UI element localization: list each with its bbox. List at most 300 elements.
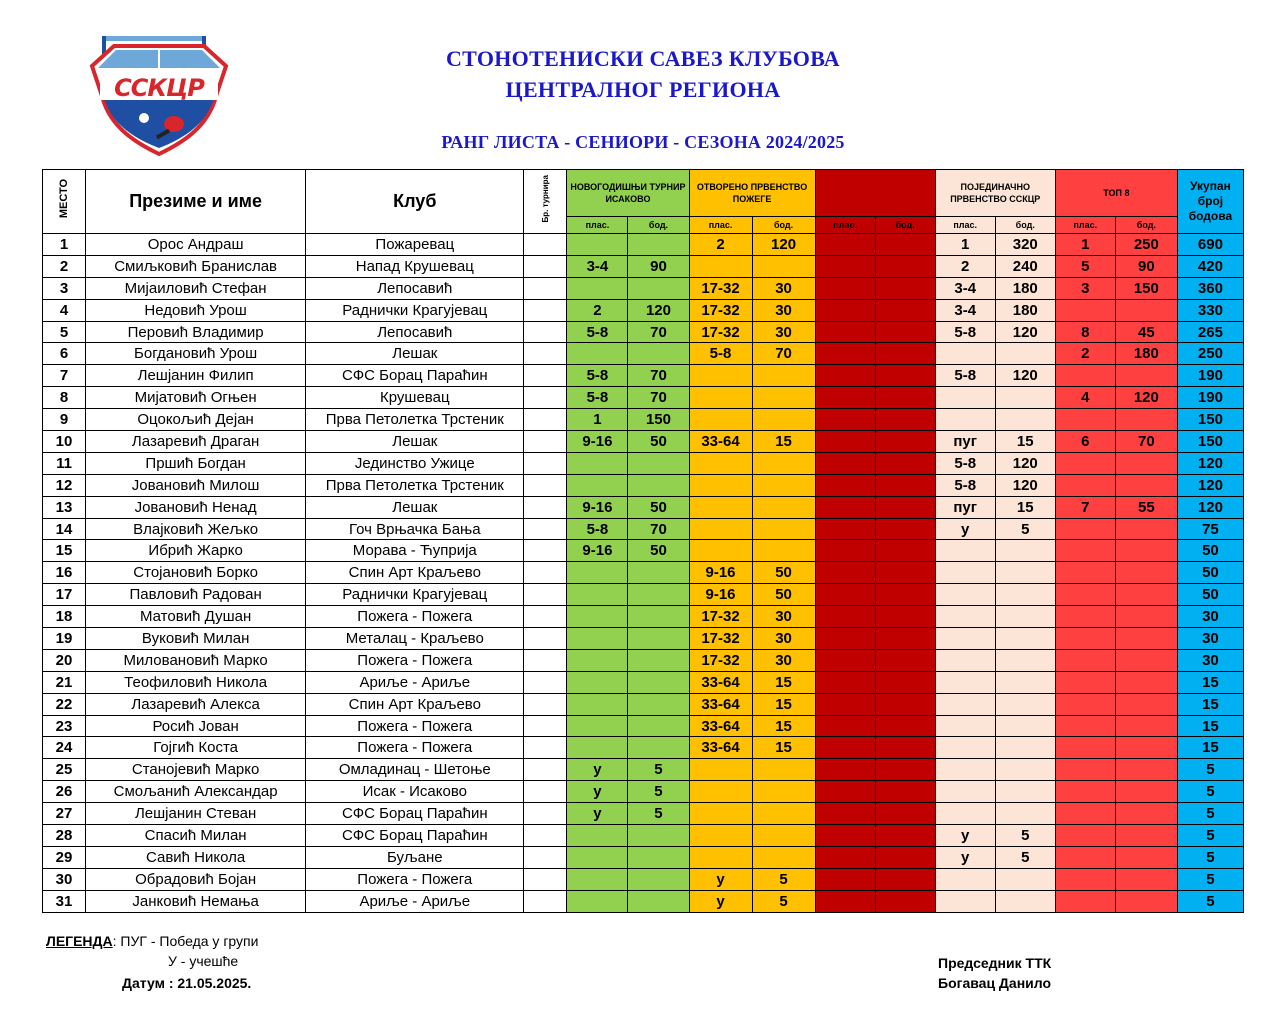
points-subheader: бод. bbox=[1115, 217, 1177, 234]
pozega-place: 33-64 bbox=[689, 693, 752, 715]
isakovo-place bbox=[567, 868, 628, 890]
ssksr-place bbox=[935, 715, 995, 737]
top8-points bbox=[1115, 890, 1177, 912]
empty-points bbox=[875, 737, 935, 759]
ssksr-points bbox=[995, 540, 1055, 562]
top8-place: 1 bbox=[1055, 234, 1115, 256]
club-name: Лешак bbox=[306, 496, 524, 518]
pozega-points bbox=[752, 365, 815, 387]
tournament-count bbox=[524, 846, 567, 868]
top8-place bbox=[1055, 693, 1115, 715]
isakovo-points bbox=[628, 343, 689, 365]
ssksr-place: пуг bbox=[935, 431, 995, 453]
isakovo-place: у bbox=[567, 803, 628, 825]
isakovo-points bbox=[628, 606, 689, 628]
pozega-points: 30 bbox=[752, 628, 815, 650]
rank-cell: 2 bbox=[43, 255, 86, 277]
empty-place bbox=[815, 343, 875, 365]
table-row bbox=[43, 321, 1244, 343]
association-title: СТОНОТЕНИСКИ САВЕЗ КЛУБОВА bbox=[445, 46, 840, 71]
empty-place bbox=[815, 277, 875, 299]
pozega-points: 15 bbox=[752, 715, 815, 737]
isakovo-place: 9-16 bbox=[567, 431, 628, 453]
total-points: 150 bbox=[1177, 409, 1243, 431]
rank-cell: 12 bbox=[43, 474, 86, 496]
empty-points bbox=[875, 540, 935, 562]
table-row bbox=[43, 890, 1244, 912]
ssksr-place bbox=[935, 628, 995, 650]
tournament-count bbox=[524, 606, 567, 628]
top8-place bbox=[1055, 365, 1115, 387]
ssksr-points: 5 bbox=[995, 846, 1055, 868]
top8-points bbox=[1115, 693, 1177, 715]
points-subheader: бод. bbox=[628, 217, 689, 234]
ssksr-points bbox=[995, 606, 1055, 628]
empty-place bbox=[815, 474, 875, 496]
name-header: Презиме и име bbox=[86, 170, 306, 234]
top8-points bbox=[1115, 671, 1177, 693]
pozega-place: 2 bbox=[689, 234, 752, 256]
rank-cell: 11 bbox=[43, 452, 86, 474]
player-name: Влајковић Жељко bbox=[86, 518, 306, 540]
player-name: Лазаревић Алекса bbox=[86, 693, 306, 715]
club-name: Прва Петолетка Трстеник bbox=[306, 474, 524, 496]
rank-cell: 10 bbox=[43, 431, 86, 453]
total-points: 190 bbox=[1177, 387, 1243, 409]
ssksr-place: 5-8 bbox=[935, 474, 995, 496]
tournament-count bbox=[524, 759, 567, 781]
empty-place bbox=[815, 628, 875, 650]
player-name: Смиљковић Бранислав bbox=[86, 255, 306, 277]
tournament-top8-header: ТОП 8 bbox=[1055, 170, 1177, 217]
tournament-count bbox=[524, 277, 567, 299]
total-points: 5 bbox=[1177, 868, 1243, 890]
rank-header: МЕСТО bbox=[43, 170, 86, 234]
isakovo-place bbox=[567, 474, 628, 496]
empty-place bbox=[815, 825, 875, 847]
isakovo-points: 90 bbox=[628, 255, 689, 277]
player-name: Росић Јован bbox=[86, 715, 306, 737]
top8-place: 8 bbox=[1055, 321, 1115, 343]
isakovo-points: 5 bbox=[628, 803, 689, 825]
empty-place bbox=[815, 234, 875, 256]
ssksr-points: 180 bbox=[995, 299, 1055, 321]
isakovo-points bbox=[628, 628, 689, 650]
player-name: Теофиловић Никола bbox=[86, 671, 306, 693]
ssksr-points bbox=[995, 781, 1055, 803]
ssksr-points bbox=[995, 387, 1055, 409]
player-name: Лешјанин Филип bbox=[86, 365, 306, 387]
empty-place bbox=[815, 409, 875, 431]
ssksr-place bbox=[935, 890, 995, 912]
rank-cell: 28 bbox=[43, 825, 86, 847]
pozega-points: 30 bbox=[752, 321, 815, 343]
empty-points bbox=[875, 518, 935, 540]
club-name: Лешак bbox=[306, 431, 524, 453]
top8-points bbox=[1115, 365, 1177, 387]
club-name: Пожега - Пожега bbox=[306, 606, 524, 628]
rank-cell: 8 bbox=[43, 387, 86, 409]
empty-points bbox=[875, 365, 935, 387]
empty-points bbox=[875, 868, 935, 890]
isakovo-place bbox=[567, 584, 628, 606]
empty-points bbox=[875, 825, 935, 847]
pozega-points: 120 bbox=[752, 234, 815, 256]
pozega-points: 30 bbox=[752, 299, 815, 321]
isakovo-place bbox=[567, 671, 628, 693]
top8-place bbox=[1055, 868, 1115, 890]
empty-place bbox=[815, 693, 875, 715]
total-points: 265 bbox=[1177, 321, 1243, 343]
top8-points bbox=[1115, 299, 1177, 321]
pozega-points bbox=[752, 846, 815, 868]
rank-cell: 1 bbox=[43, 234, 86, 256]
pozega-place bbox=[689, 825, 752, 847]
total-points: 360 bbox=[1177, 277, 1243, 299]
club-name: Ариље - Ариље bbox=[306, 671, 524, 693]
pozega-place bbox=[689, 518, 752, 540]
total-points: 120 bbox=[1177, 474, 1243, 496]
pozega-place: 17-32 bbox=[689, 277, 752, 299]
pozega-place bbox=[689, 255, 752, 277]
rank-cell: 3 bbox=[43, 277, 86, 299]
empty-points bbox=[875, 321, 935, 343]
empty-points bbox=[875, 715, 935, 737]
isakovo-points: 150 bbox=[628, 409, 689, 431]
isakovo-place: 1 bbox=[567, 409, 628, 431]
isakovo-place bbox=[567, 343, 628, 365]
tournament-count bbox=[524, 671, 567, 693]
club-name: Прва Петолетка Трстеник bbox=[306, 409, 524, 431]
ssksr-place: 3-4 bbox=[935, 299, 995, 321]
ssksr-place: 5-8 bbox=[935, 321, 995, 343]
total-points: 5 bbox=[1177, 890, 1243, 912]
isakovo-points bbox=[628, 649, 689, 671]
player-name: Савић Никола bbox=[86, 846, 306, 868]
isakovo-points: 5 bbox=[628, 781, 689, 803]
isakovo-place: 2 bbox=[567, 299, 628, 321]
table-row bbox=[43, 628, 1244, 650]
ssksr-place: пуг bbox=[935, 496, 995, 518]
top8-points bbox=[1115, 584, 1177, 606]
pozega-points bbox=[752, 387, 815, 409]
top8-place: 6 bbox=[1055, 431, 1115, 453]
top8-points: 55 bbox=[1115, 496, 1177, 518]
pozega-points: 5 bbox=[752, 890, 815, 912]
isakovo-points bbox=[628, 890, 689, 912]
tournament-pozega-header: ОТВОРЕНО ПРВЕНСТВО ПОЖЕГЕ bbox=[689, 170, 815, 217]
pozega-place: 17-32 bbox=[689, 299, 752, 321]
ssksr-points bbox=[995, 671, 1055, 693]
player-name: Јовановић Ненад bbox=[86, 496, 306, 518]
rank-cell: 21 bbox=[43, 671, 86, 693]
pozega-points: 70 bbox=[752, 343, 815, 365]
ssksr-place: у bbox=[935, 518, 995, 540]
tournament-count bbox=[524, 693, 567, 715]
pozega-points bbox=[752, 759, 815, 781]
place-subheader: плас. bbox=[815, 217, 875, 234]
table-row bbox=[43, 365, 1244, 387]
ssksr-points: 120 bbox=[995, 365, 1055, 387]
top8-points bbox=[1115, 606, 1177, 628]
club-name: Лепосавић bbox=[306, 321, 524, 343]
tournaments-header: Бр. турнира bbox=[524, 170, 567, 234]
ssksr-points: 320 bbox=[995, 234, 1055, 256]
top8-place: 7 bbox=[1055, 496, 1115, 518]
isakovo-place bbox=[567, 277, 628, 299]
isakovo-place bbox=[567, 452, 628, 474]
total-points: 15 bbox=[1177, 693, 1243, 715]
empty-points bbox=[875, 409, 935, 431]
top8-points bbox=[1115, 868, 1177, 890]
top8-points: 70 bbox=[1115, 431, 1177, 453]
top8-place: 4 bbox=[1055, 387, 1115, 409]
empty-place bbox=[815, 584, 875, 606]
isakovo-points bbox=[628, 452, 689, 474]
rank-cell: 4 bbox=[43, 299, 86, 321]
isakovo-points: 50 bbox=[628, 540, 689, 562]
ssksr-points bbox=[995, 693, 1055, 715]
player-name: Мијаиловић Стефан bbox=[86, 277, 306, 299]
top8-place bbox=[1055, 584, 1115, 606]
club-name: СФС Борац Параћин bbox=[306, 825, 524, 847]
ssksr-points: 15 bbox=[995, 431, 1055, 453]
table-row bbox=[43, 474, 1244, 496]
total-points: 15 bbox=[1177, 671, 1243, 693]
club-name: Буљане bbox=[306, 846, 524, 868]
isakovo-points bbox=[628, 868, 689, 890]
place-subheader: плас. bbox=[935, 217, 995, 234]
points-subheader: бод. bbox=[875, 217, 935, 234]
pozega-place: 33-64 bbox=[689, 431, 752, 453]
top8-place bbox=[1055, 540, 1115, 562]
table-row bbox=[43, 409, 1244, 431]
player-name: Пршић Богдан bbox=[86, 452, 306, 474]
pozega-place bbox=[689, 759, 752, 781]
pozega-points: 15 bbox=[752, 693, 815, 715]
empty-place bbox=[815, 321, 875, 343]
table-row bbox=[43, 737, 1244, 759]
ssksr-place: 2 bbox=[935, 255, 995, 277]
player-name: Спасић Милан bbox=[86, 825, 306, 847]
place-subheader: плас. bbox=[689, 217, 752, 234]
isakovo-place bbox=[567, 825, 628, 847]
isakovo-points bbox=[628, 715, 689, 737]
top8-place bbox=[1055, 781, 1115, 803]
isakovo-points bbox=[628, 474, 689, 496]
isakovo-place bbox=[567, 846, 628, 868]
ssksr-place bbox=[935, 606, 995, 628]
top8-place bbox=[1055, 825, 1115, 847]
club-name: Јединство Ужице bbox=[306, 452, 524, 474]
pozega-place bbox=[689, 474, 752, 496]
top8-points bbox=[1115, 759, 1177, 781]
table-row bbox=[43, 343, 1244, 365]
rank-cell: 6 bbox=[43, 343, 86, 365]
table-row bbox=[43, 759, 1244, 781]
ssksr-place bbox=[935, 759, 995, 781]
ssksr-place bbox=[935, 409, 995, 431]
player-name: Јовановић Милош bbox=[86, 474, 306, 496]
table-row bbox=[43, 693, 1244, 715]
ranking-title: РАНГ ЛИСТА - СЕНИОРИ - СЕЗОНА 2024/2025 bbox=[441, 132, 845, 152]
tournament-count bbox=[524, 781, 567, 803]
table-row bbox=[43, 825, 1244, 847]
pozega-points bbox=[752, 540, 815, 562]
player-name: Обрадовић Бојан bbox=[86, 868, 306, 890]
legend-participation: У - учешће bbox=[168, 953, 239, 969]
empty-place bbox=[815, 365, 875, 387]
ssksr-points: 5 bbox=[995, 825, 1055, 847]
empty-points bbox=[875, 781, 935, 803]
isakovo-points bbox=[628, 825, 689, 847]
rank-cell: 18 bbox=[43, 606, 86, 628]
ssksr-points bbox=[995, 649, 1055, 671]
isakovo-place bbox=[567, 606, 628, 628]
pozega-place: у bbox=[689, 868, 752, 890]
empty-place bbox=[815, 562, 875, 584]
top8-points bbox=[1115, 649, 1177, 671]
player-name: Лешјанин Стеван bbox=[86, 803, 306, 825]
total-points: 50 bbox=[1177, 540, 1243, 562]
pozega-points bbox=[752, 825, 815, 847]
isakovo-points: 70 bbox=[628, 321, 689, 343]
pozega-place: 17-32 bbox=[689, 649, 752, 671]
ssksr-points: 120 bbox=[995, 452, 1055, 474]
top8-place bbox=[1055, 299, 1115, 321]
club-name: Пожега - Пожега bbox=[306, 715, 524, 737]
top8-points: 150 bbox=[1115, 277, 1177, 299]
ssksr-place: 5-8 bbox=[935, 365, 995, 387]
player-name: Смољанић Александар bbox=[86, 781, 306, 803]
pozega-points: 50 bbox=[752, 584, 815, 606]
top8-place bbox=[1055, 759, 1115, 781]
empty-place bbox=[815, 496, 875, 518]
ssksr-place bbox=[935, 693, 995, 715]
player-name: Вуковић Милан bbox=[86, 628, 306, 650]
rank-cell: 29 bbox=[43, 846, 86, 868]
player-name: Орос Андраш bbox=[86, 234, 306, 256]
signature-title: Председник ТТК bbox=[938, 955, 1052, 971]
top8-points bbox=[1115, 474, 1177, 496]
logo-text: ССКЦР bbox=[114, 74, 204, 102]
total-points: 120 bbox=[1177, 496, 1243, 518]
club-name: Морава - Ћуприја bbox=[306, 540, 524, 562]
club-name: Лепосавић bbox=[306, 277, 524, 299]
rank-cell: 14 bbox=[43, 518, 86, 540]
top8-place bbox=[1055, 474, 1115, 496]
ssksr-points: 15 bbox=[995, 496, 1055, 518]
tournament-count bbox=[524, 431, 567, 453]
table-row bbox=[43, 649, 1244, 671]
top8-points: 180 bbox=[1115, 343, 1177, 365]
empty-points bbox=[875, 693, 935, 715]
isakovo-points bbox=[628, 737, 689, 759]
pozega-place: 17-32 bbox=[689, 321, 752, 343]
pozega-points bbox=[752, 255, 815, 277]
top8-points: 120 bbox=[1115, 387, 1177, 409]
empty-points bbox=[875, 496, 935, 518]
tournament-count bbox=[524, 562, 567, 584]
player-name: Недовић Урош bbox=[86, 299, 306, 321]
ssksr-place bbox=[935, 649, 995, 671]
isakovo-place: 5-8 bbox=[567, 365, 628, 387]
club-name: Гоч Врњачка Бања bbox=[306, 518, 524, 540]
points-subheader: бод. bbox=[752, 217, 815, 234]
ssksr-place bbox=[935, 540, 995, 562]
total-points: 330 bbox=[1177, 299, 1243, 321]
pozega-place: у bbox=[689, 890, 752, 912]
isakovo-place bbox=[567, 649, 628, 671]
empty-points bbox=[875, 255, 935, 277]
ssksr-place: 3-4 bbox=[935, 277, 995, 299]
isakovo-points bbox=[628, 693, 689, 715]
club-name: Крушевац bbox=[306, 387, 524, 409]
empty-place bbox=[815, 890, 875, 912]
player-name: Јанковић Немања bbox=[86, 890, 306, 912]
ssksr-points bbox=[995, 584, 1055, 606]
rank-cell: 31 bbox=[43, 890, 86, 912]
pozega-points: 30 bbox=[752, 606, 815, 628]
isakovo-points: 70 bbox=[628, 518, 689, 540]
player-name: Станојевић Марко bbox=[86, 759, 306, 781]
isakovo-place bbox=[567, 562, 628, 584]
total-points: 30 bbox=[1177, 628, 1243, 650]
ssksr-points: 240 bbox=[995, 255, 1055, 277]
ssksr-place bbox=[935, 562, 995, 584]
table-row bbox=[43, 846, 1244, 868]
isakovo-place bbox=[567, 715, 628, 737]
table-row bbox=[43, 540, 1244, 562]
association-logo bbox=[84, 36, 234, 158]
isakovo-points: 50 bbox=[628, 431, 689, 453]
top8-place bbox=[1055, 803, 1115, 825]
club-name: Пожега - Пожега bbox=[306, 868, 524, 890]
empty-place bbox=[815, 518, 875, 540]
total-points: 30 bbox=[1177, 606, 1243, 628]
rank-cell: 23 bbox=[43, 715, 86, 737]
tournament-count bbox=[524, 343, 567, 365]
empty-points bbox=[875, 890, 935, 912]
tournament-count bbox=[524, 387, 567, 409]
pozega-place bbox=[689, 540, 752, 562]
top8-place bbox=[1055, 846, 1115, 868]
top8-place bbox=[1055, 737, 1115, 759]
club-name: Металац - Краљево bbox=[306, 628, 524, 650]
ssksr-points: 120 bbox=[995, 321, 1055, 343]
total-points: 50 bbox=[1177, 584, 1243, 606]
empty-place bbox=[815, 299, 875, 321]
pozega-place bbox=[689, 409, 752, 431]
empty-points bbox=[875, 628, 935, 650]
pozega-place: 33-64 bbox=[689, 715, 752, 737]
rank-cell: 30 bbox=[43, 868, 86, 890]
tournament-isakovo-header: НОВОГОДИШЊИ ТУРНИР ИСАКОВО bbox=[567, 170, 689, 217]
place-subheader: плас. bbox=[1055, 217, 1115, 234]
table-row bbox=[43, 715, 1244, 737]
tournament-count bbox=[524, 890, 567, 912]
top8-points bbox=[1115, 781, 1177, 803]
pozega-place: 33-64 bbox=[689, 737, 752, 759]
tournament-count bbox=[524, 803, 567, 825]
top8-place bbox=[1055, 452, 1115, 474]
rank-cell: 25 bbox=[43, 759, 86, 781]
isakovo-points bbox=[628, 584, 689, 606]
empty-points bbox=[875, 846, 935, 868]
rank-cell: 17 bbox=[43, 584, 86, 606]
ssksr-place: 5-8 bbox=[935, 452, 995, 474]
pozega-place: 9-16 bbox=[689, 562, 752, 584]
